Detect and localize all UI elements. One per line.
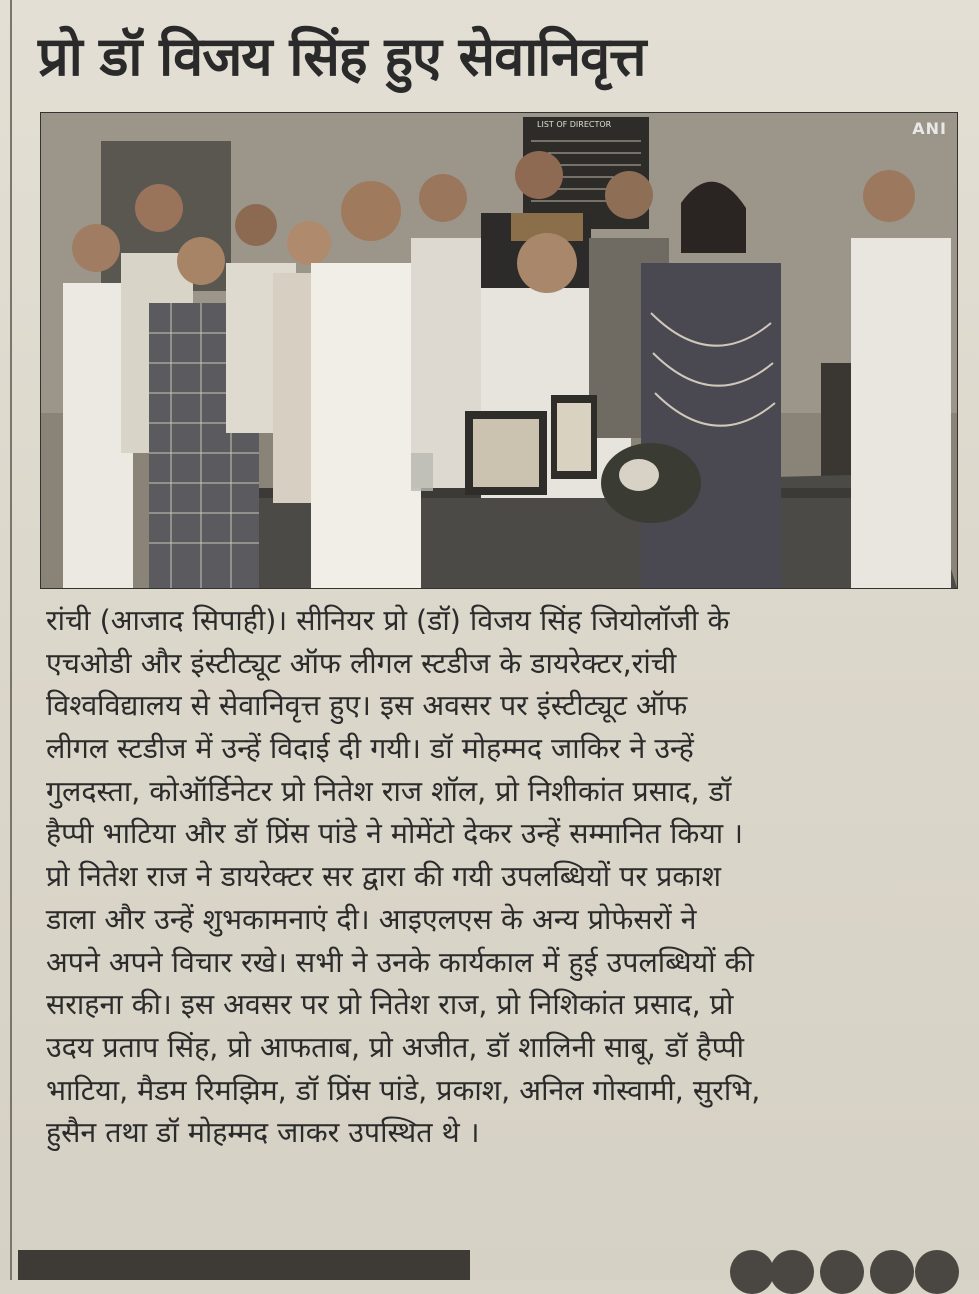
article-line: अपने अपने विचार रखे। सभी ने उनके कार्यकाल में हुई उपलब्धियों की	[46, 945, 754, 979]
article-line: हैप्पी भाटिया और डॉ प्रिंस पांडे ने मोमेंटो देकर उन्हें सम्मानित किया ।	[46, 817, 744, 851]
news-photo	[40, 112, 958, 589]
article-line: भाटिया, मैडम रिमझिम, डॉ प्रिंस पांडे, प्रकाश, अनिल गोस्वामी, सुरभि,	[46, 1073, 761, 1107]
article-line: एचओडी और इंस्टीट्यूट ऑफ लीगल स्टडीज के डायरेक्टर,रांची	[46, 646, 677, 680]
group-photo-illustration	[41, 113, 957, 588]
bottom-dot	[770, 1250, 814, 1294]
bottom-bar	[18, 1250, 470, 1280]
article-line: प्रो नितेश राज ने डायरेक्टर सर द्वारा की गयी उपलब्धियों पर प्रकाश	[46, 860, 722, 894]
article-line: डाला और उन्हें शुभकामनाएं दी। आइएलएस के अन्य प्रोफेसरों ने	[46, 902, 697, 936]
article-line: उदय प्रताप सिंह, प्रो आफताब, प्रो अजीत, डॉ शालिनी साबू, डॉ हैप्पी	[46, 1030, 745, 1064]
article-line: रांची (आजाद सिपाही)। सीनियर प्रो (डॉ) विजय सिंह जियोलॉजी के	[46, 604, 730, 637]
article-line: सराहना की। इस अवसर पर प्रो नितेश राज, प्रो निशिकांत प्रसाद, प्रो	[46, 988, 734, 1022]
article-line: गुलदस्ता, कोऑर्डिनेटर प्रो नितेश राज शॉल, प्रो निशीकांत प्रसाद, डॉ	[46, 774, 732, 808]
article-line: हुसैन तथा डॉ मोहम्मद जाकर उपस्थित थे ।	[46, 1116, 480, 1150]
headline: प्रो डॉ विजय सिंह हुए सेवानिवृत्त	[38, 25, 646, 88]
bottom-dot	[820, 1250, 864, 1294]
article-line: लीगल स्टडीज में उन्हें विदाई दी गयी। डॉ मोहम्मद जाकिर ने उन्हें	[46, 732, 694, 766]
board-heading: LIST OF DIRECTOR	[537, 120, 612, 129]
bottom-dot	[870, 1250, 914, 1294]
bottom-dot	[730, 1250, 774, 1294]
article-body	[46, 600, 951, 1155]
bottom-dot	[915, 1250, 959, 1294]
article-line: विश्वविद्यालय से सेवानिवृत्त हुए। इस अवसर पर इंस्टीट्यूट ऑफ	[46, 689, 688, 723]
agency-watermark: ANI	[912, 119, 947, 138]
column-rule	[10, 0, 12, 1280]
